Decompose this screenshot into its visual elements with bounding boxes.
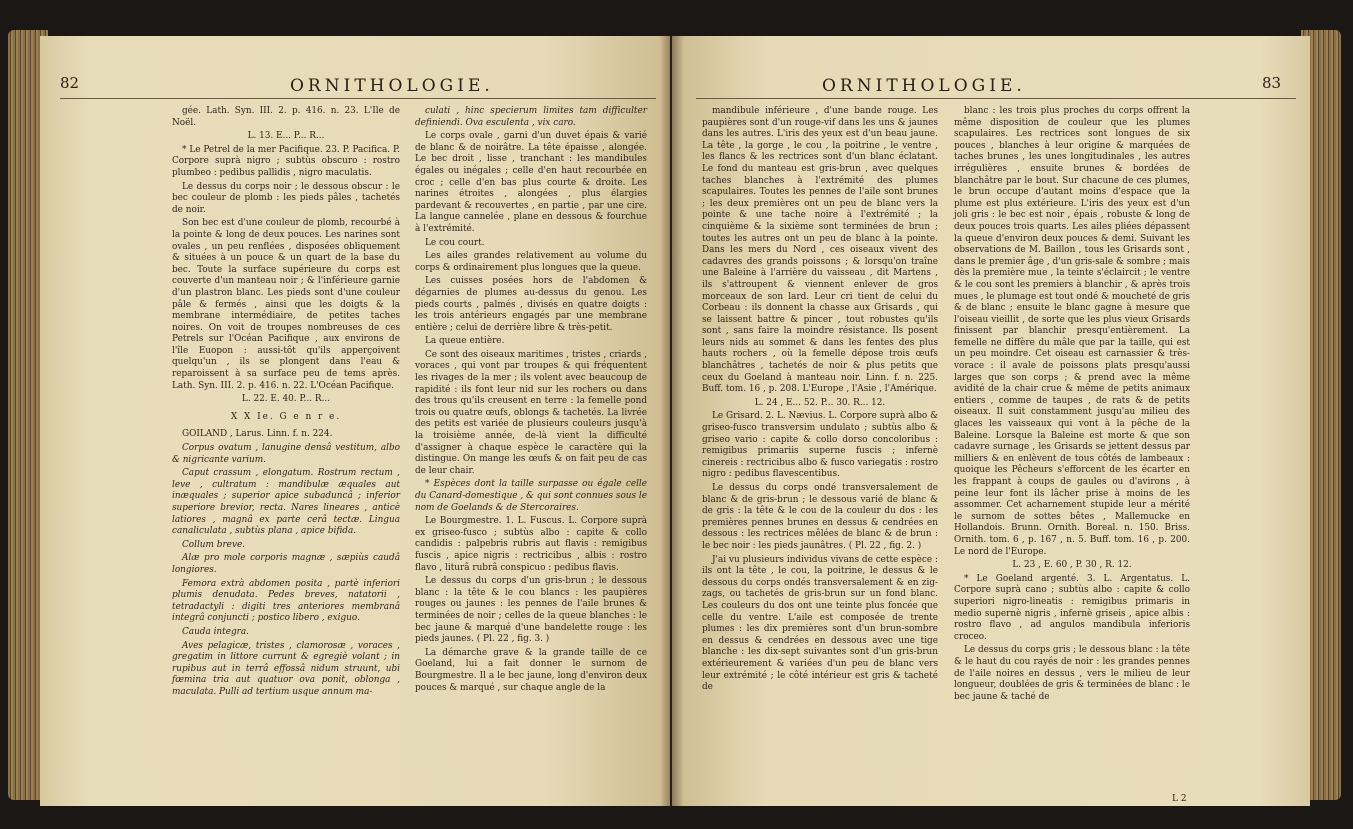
left-column-1 [172, 106, 400, 701]
paragraph: X X Ie. G e n r e. [230, 411, 342, 422]
left-page [40, 36, 670, 806]
paragraph: Son bec est d'une couleur de plomb, recourbé à la pointe & long de deux pouces. Les narines sont ovales , un peu renflées , disposées obliquement & situées à un pouce & un quart de la base du bec. Toute la surface supérieure du corps est couverte d'un manteau noir ; & l'inférieure garnie d'un plastron blanc. Les pieds sont d'une couleur pâle & fermés , ainsi que les doigts & la membrane intermédiaire, de petites taches noires. On voit de troupes nombreuses de ces Petrels sur l'Océan Pacifique , aux environs de l'île Euopon : aussi-tôt qu'ils apperçoivent quelqu'un , ils se plongent dans l'eau & reparoissent à sa surface peu de tems après. Lath. Syn. III. 2. p. 416. n. 22. L'Océan Pacifique. [172, 218, 400, 391]
running-head: ORNITHOLOGIE. [822, 76, 1026, 96]
paragraph: La queue entière. [425, 336, 505, 347]
paragraph: mandibule inférieure , d'une bande rouge. Les paupières sont d'un rouge-vif dans les uns & jaunes dans les autres. L'iris des yeux est d'un beau jaune. La tête , la gorge , le cou , la poitrine , le ventre , les flancs & les rectrices sont d'un blanc éclatant. Le fond du manteau est gris-brun , avec quelques taches blanches à l'extrémité des plumes scapulaires. Toutes les pennes de l'aile sont brunes ; les deux premières ont un peu de blanc vers la pointe & une tache noire à l'extrémité ; la cinquième & la sixième sont terminées de brun ; toutes les autres ont un peu de blanc à la pointe. Dans les mers du Nord , ces oiseaux vivent des cadavres des grands poissons ; & lorsqu'on traîne une Baleine à l'arrière du vaisseau , dit Martens , ils s'attroupent & viennent enlever de gros morceaux de son lard. Leur cri tient de celui du Corbeau : ils donnent la chasse aux Grisards , qui se laissent battre & pincer , tout robustes qu'ils sont , sans faire la moindre résistance. Ils posent leurs nids au sommet & dans les fentes des plus hauts rochers , où la femelle dépose trois œufs blanchâtres , tachetés de noir & plus petits que ceux du Goeland à manteau noir. Linn. f. n. 225. Buff. tom. 16 , p. 208. L'Europe , l'Asie , l'Amérique. [702, 106, 938, 395]
header-rule [60, 98, 656, 99]
paragraph: culati , hinc specierum limites tam difficulter definiendi. Ova esculenta , vix caro. [415, 106, 647, 128]
paragraph: L. 23 , E. 60 , P. 30 , R. 12. [1012, 560, 1132, 571]
paragraph: Aves pelagicæ, tristes , clamorosæ , voraces , gregatim in littore currunt & egregiè volant ; in rupibus aut in terrâ effossâ nidum struunt, ubi fœmina tria aut quatuor ova ponit, oblonga , maculata. Pulli ad tertium usque annum ma- [172, 640, 400, 697]
paragraph: Collum breve. [182, 539, 246, 550]
paragraph: L. 13. E... P... R... [247, 131, 325, 142]
paragraph: Le cou court. [425, 237, 485, 248]
page-number: 83 [1262, 74, 1282, 92]
paragraph: L. 24 , E... 52. P... 30. R... 12. [754, 397, 886, 408]
paragraph: gée. Lath. Syn. III. 2. p. 416. n. 23. L'Ile de Noël. [172, 106, 400, 128]
paragraph: Le dessus du corps gris ; le dessous blanc : la tête & le haut du cou rayés de noir : les grandes pennes de l'aile noires en dessus , vers le milieu de leur longueur, doublées de gris & terminées de blanc : le bec jaune & taché de [954, 645, 1190, 702]
paragraph: * Le Petrel de la mer Pacifique. 23. P. Pacifica. P. Corpore suprà nigro ; subtùs obscuro : rostro plumbeo : pedibus pallidis , nigro maculatis. [172, 144, 400, 178]
paragraph: Le dessus du corps noir ; le dessous obscur : le bec couleur de plomb : les pieds pâles , tachetés de noir. [172, 181, 400, 215]
paragraph: Femora extrà abdomen posita , partè inferiori plumis denudata. Pedes breves, natatorii , tetradactyli : digiti tres anteriores membranâ integrâ conjuncti ; postico libero , exiguo. [172, 578, 400, 624]
paragraph: Cauda integra. [182, 626, 250, 637]
left-column-2 [415, 106, 647, 696]
paragraph: La démarche grave & la grande taille de ce Goeland, lui a fait donner le surnom de Bourgmestre. Il a le bec jaune, long d'environ deux pouces & marqué , sur chaque angle de la [415, 647, 647, 693]
right-column-1 [702, 106, 938, 696]
paragraph: Le corps ovale , garni d'un duvet épais & varié de blanc & de noirâtre. La tête épaisse , alongée. Le bec droit , lisse , tranchant : les mandibules égales ou inégales ; celle d'en haut recourbée en croc ; celle d'en bas plus courte & droite. Les narines étroites , alongées , plus élargies pardevant & recouvertes , en partie , par une cire. La langue cannelée , plane en dessous & fourchue à l'extrémité. [415, 131, 647, 234]
book-gutter [660, 36, 684, 806]
paragraph: * Le Goeland argenté. 3. L. Argentatus. L. Corpore suprà cano ; subtùs albo : capite & collo superiori nigro-lineatis : remigibus primaris in medio supernè nigris , infernè griseis , apice albis : rostro flavo , ad angulos mandibula inferioris croceo. [954, 573, 1190, 642]
page-number: 82 [60, 74, 80, 92]
paragraph: Corpus ovatum , lanugine densâ vestitum, albo & nigricante varium. [172, 443, 400, 465]
paragraph: L. 22. E. 40. P... R... [241, 394, 331, 405]
paragraph: Le dessus du corps d'un gris-brun ; le dessous blanc : la tête & le cou blancs : les paupières rouges ou jaunes : les pennes de l'aile brunes & terminées de noir ; celles de la queue blanches : le bec jaune & marqué d'une bandelette rouge : les pieds jaunes. ( Pl. 22 , fig. 3. ) [415, 576, 647, 645]
paragraph: * Espèces dont la taille surpasse ou égale celle du Canard-domestique , & qui sont connues sous le nom de Goelands & de Stercoraires. [415, 479, 647, 513]
paragraph: Ce sont des oiseaux maritimes , tristes , criards , voraces , qui vont par troupes & qui fréquentent les rivages de la mer ; ils volent avec beaucoup de rapidité : ils font leur nid sur les rochers ou dans des trous qu'ils creusent en terre : la femelle pond trois ou quatre œufs, oblongs & tachetés. La livrée des petits est variée de plusieurs couleurs jusqu'à la troisième année, de-là vient la difficulté d'assigner à chaque espèce le caractère qui la distingue. On mange les œufs & on fait peu de cas de leur chair. [415, 349, 647, 476]
paragraph: Caput crassum , elongatum. Rostrum rectum , leve , cultratum : mandibulæ æquales aut inæquales ; superior apice subaduncâ ; inferior superiore brevior, recta. Nares lineares , anticè latiores , magnâ ex parte cerâ tectæ. Lingua canaliculata , subtùs plana , apice bifida. [172, 468, 400, 537]
right-column-2 [954, 106, 1190, 705]
right-page [672, 36, 1310, 806]
paragraph: J'ai vu plusieurs individus vivans de cette espèce : ils ont la tête , le cou, la poitrine, le dessus & le dessous du corps ondés transversalement & en zig-zags, ou tachetés de gris-brun sur un fond blanc. Les couleurs du dos ont une teinte plus foncée que celle du ventre. L'aile est composée de trente plumes : les dix premières sont d'un brun-sombre en dessus & cendrées en dessous avec une tige blanche : les dix-sept suivantes sont d'un gris-brun extérieurement & variées d'un peu de blanc vers leur extrémité ; le côté intérieur est gris & tacheté de [702, 554, 938, 693]
paragraph: Le Grisard. 2. L. Nævius. L. Corpore suprà albo & griseo-fusco transversim undulato ; subtùs albo & griseo vario : capite & collo dorso concoloribus : remigibus primariis superne fuscis ; infernè cinereis : rectricibus albo & fusco variegatis : rostro nigro : pedibus flavescentibus. [702, 411, 938, 480]
paragraph: GOILAND , Larus. Linn. f. n. 224. [182, 429, 333, 440]
paragraph: Le Bourgmestre. 1. L. Fuscus. L. Corpore suprà ex griseo-fusco ; subtùs albo : capite & collo candidis : palpebris rubris aut flavis : remigibus fuscis , apice nigris : rectricibus , albis : rostro flavo , liturâ rubrâ conspicuo : pedibus flavis. [415, 516, 647, 573]
paragraph: Les ailes grandes relativement au volume du corps & ordinairement plus longues que la queue. [415, 251, 647, 273]
catchword: L 2 [1172, 794, 1187, 804]
running-head: ORNITHOLOGIE. [290, 76, 494, 96]
paragraph: blanc : les trois plus proches du corps offrent la même disposition de couleur que les plumes scapulaires. Les rectrices sont longues de six pouces , blanches à leur origine & marquées de taches brunes , les unes longitudinales , les autres irrégulières , ensuite brunes & bordées de blanchâtre par le bout. Sur chacune de ces plumes, le brun occupe d'autant moins d'espace que la plume est plus extérieure. L'iris des yeux est d'un joli gris : le bec est noir , épais , robuste & long de deux pouces trois quarts. Les ailes pliées dépassent la queue d'environ deux pouces & demi. Suivant les observations de M. Baillon , tous les Grisards sont , dans le premier âge , d'un gris-sale & sombre ; mais dès la première mue , la teinte s'éclaircit ; le ventre & le cou sont les premiers à blanchir , & après trois mues , le plumage est tout ondé & moucheté de gris & de blanc ; ensuite le blanc gagne à mesure que l'oiseau vieillit , de sorte que les plus vieux Grisards finissent par blanchir presqu'entièrement. La femelle ne diffère du mâle que par la taille, qui est un peu moindre. Cet oiseau est carnassier & très-vorace : il avale de poissons plats presqu'aussi larges que son corps ; & prend avec la même avidité de la chair crue & même de petits animaux entiers , comme de taupes , de rats & de petits oiseaux. Il suit constamment jusqu'au milieu des glaces les vaisseaux qui vont à la pêche de la Baleine. Lorsque la Baleine est morte & que son cadavre surnage , les Grisards se jettent dessus par milliers & en enlèvent de tous côtés de lambeaux : quoique les Pêcheurs s'efforcent de les écarter en les frappant à coups de gaules ou d'avirons , à peine leur font ils lâcher prise à moins de les assommer. Cet acharnement stupide leur a mérité le surnom de sottes bêtes , Mallemucke en Hollandois. Brunn. Ornith. Boreal. n. 150. Briss. Ornith. tom. 6 , p. 167 , n. 5. Buff. tom. 16 , p. 200. Le nord de l'Europe. [954, 106, 1190, 557]
paragraph: Les cuisses posées hors de l'abdomen & dégarnies de plumes au-dessus du genou. Les pieds courts , palmés , divisés en quatre doigts : les trois antérieurs engagés par une membrane entière ; celui de derrière libre & très-petit. [415, 276, 647, 333]
header-rule [696, 98, 1296, 99]
paragraph: Le dessus du corps ondé transversalement de blanc & de gris-brun ; le dessous varié de blanc & de gris : la tête & le cou de la couleur du dos : les premières pennes brunes en dessus & cendrées en dessous : les rectrices mêlées de blanc & de brun : le bec noir : les pieds jaunâtres. ( Pl. 22 , fig. 2. ) [702, 483, 938, 551]
paragraph: Alæ pro mole corporis magnæ , sæpiùs caudâ longiores. [172, 553, 400, 575]
